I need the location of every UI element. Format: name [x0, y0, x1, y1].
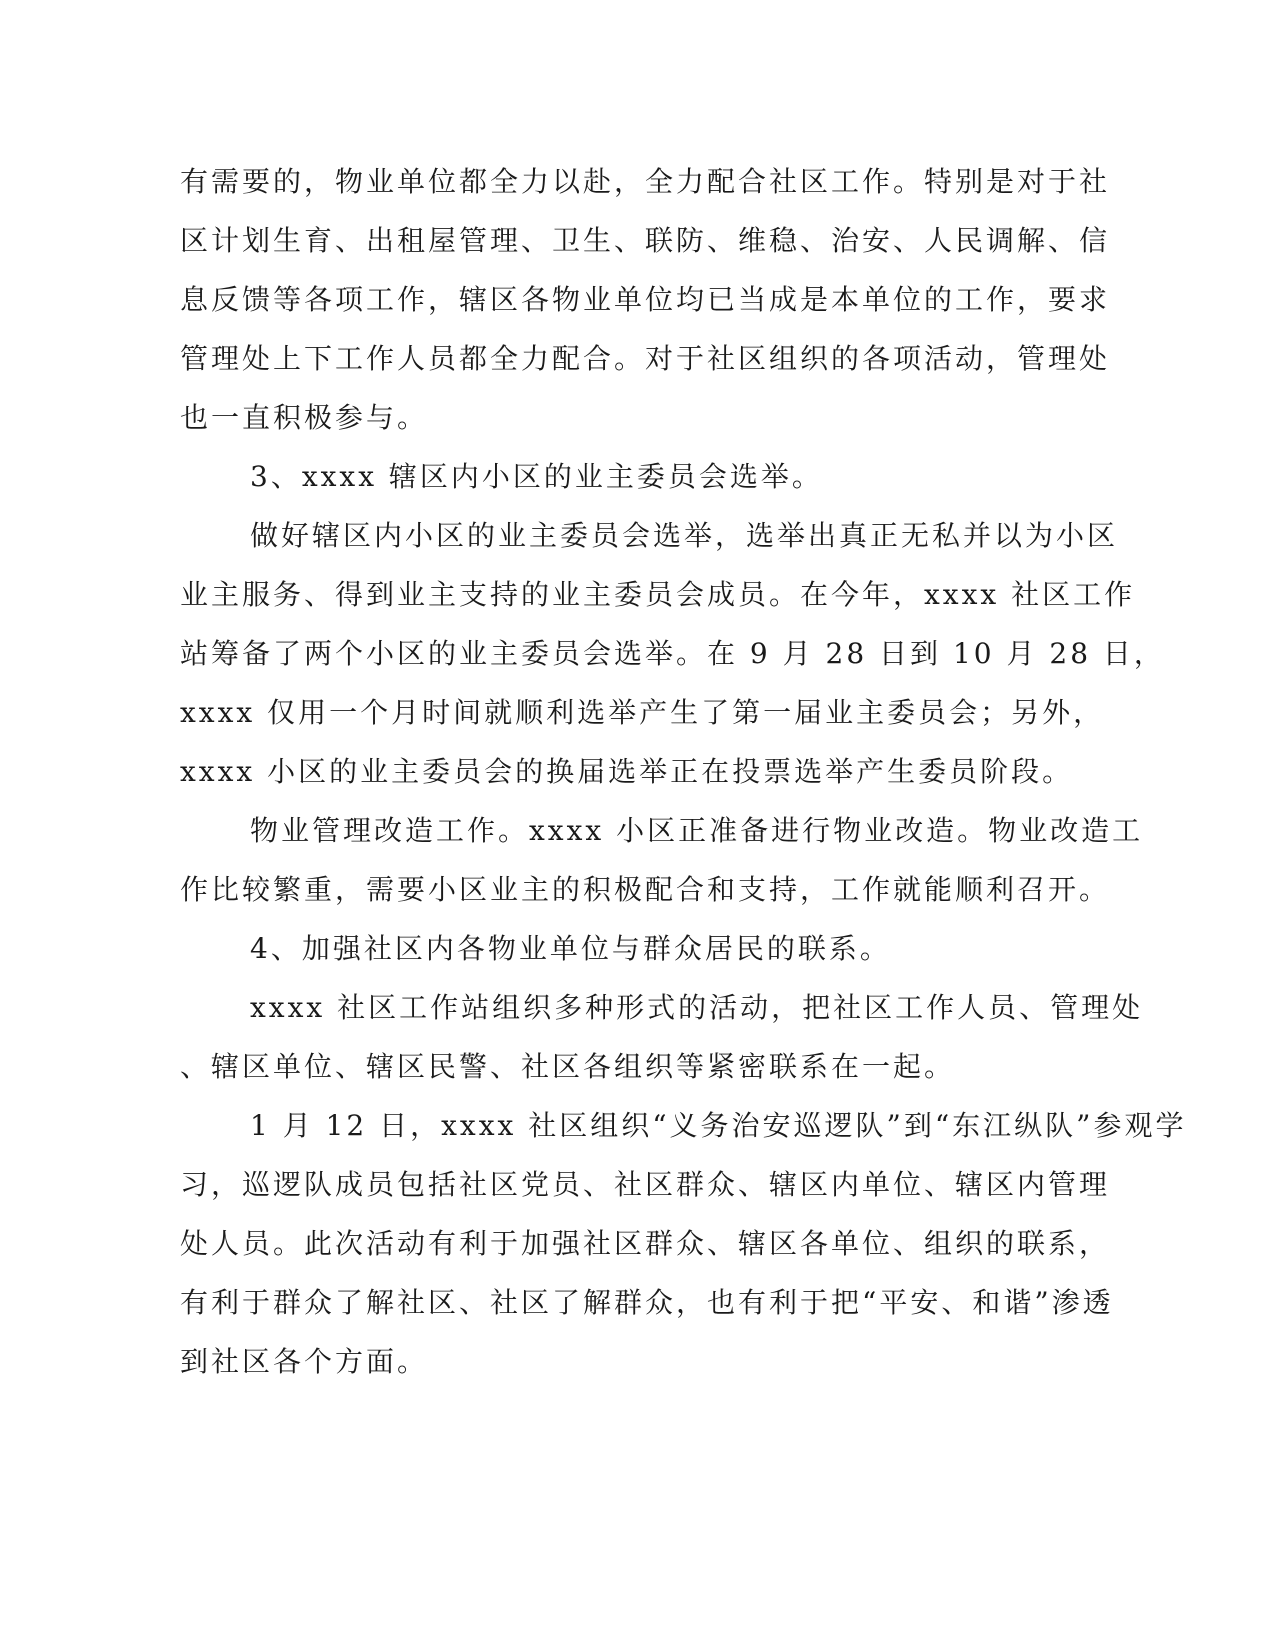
text-line: 有需要的，物业单位都全力以赴，全力配合社区工作。特别是对于社 — [180, 165, 1111, 198]
text-line: 、辖区单位、辖区民警、社区各组织等紧密联系在一起。 — [180, 1050, 956, 1083]
text-line: 物业管理改造工作。xxxx 小区正准备进行物业改造。物业改造工 — [250, 814, 1144, 847]
text-line: 到社区各个方面。 — [180, 1345, 429, 1378]
text-line: xxxx 仅用一个月时间就顺利选举产生了第一届业主委员会；另外， — [180, 696, 1105, 729]
section-heading-3: 3、xxxx 辖区内小区的业主委员会选举。 — [250, 460, 823, 493]
text-line: 习，巡逻队成员包括社区党员、社区群众、辖区内单位、辖区内管理 — [180, 1168, 1111, 1201]
text-line: 站筹备了两个小区的业主委员会选举。在 9 月 28 日到 10 月 28 日， — [180, 637, 1165, 670]
text-line: 也一直积极参与。 — [180, 401, 429, 434]
text-line: xxxx 小区的业主委员会的换届选举正在投票选举产生委员阶段。 — [180, 755, 1074, 788]
text-line: 息反馈等各项工作，辖区各物业单位均已当成是本单位的工作，要求 — [180, 283, 1111, 316]
text-line: 1 月 12 日，xxxx 社区组织“义务治安巡逻队”到“东江纵队”参观学 — [250, 1109, 1187, 1142]
text-line: 处人员。此次活动有利于加强社区群众、辖区各单位、组织的联系， — [180, 1227, 1111, 1260]
text-line: 管理处上下工作人员都全力配合。对于社区组织的各项活动，管理处 — [180, 342, 1111, 375]
text-line: xxxx 社区工作站组织多种形式的活动，把社区工作人员、管理处 — [250, 991, 1144, 1024]
text-line: 作比较繁重，需要小区业主的积极配合和支持，工作就能顺利召开。 — [180, 873, 1111, 906]
text-line: 区计划生育、出租屋管理、卫生、联防、维稳、治安、人民调解、信 — [180, 224, 1111, 257]
section-heading-4: 4、加强社区内各物业单位与群众居民的联系。 — [250, 932, 891, 965]
text-line: 做好辖区内小区的业主委员会选举，选举出真正无私并以为小区 — [250, 519, 1119, 552]
text-line: 有利于群众了解社区、社区了解群众，也有利于把“平安、和谐”渗透 — [180, 1286, 1114, 1319]
document-page — [180, 152, 1187, 1391]
text-line: 业主服务、得到业主支持的业主委员会成员。在今年，xxxx 社区工作 — [180, 578, 1136, 611]
